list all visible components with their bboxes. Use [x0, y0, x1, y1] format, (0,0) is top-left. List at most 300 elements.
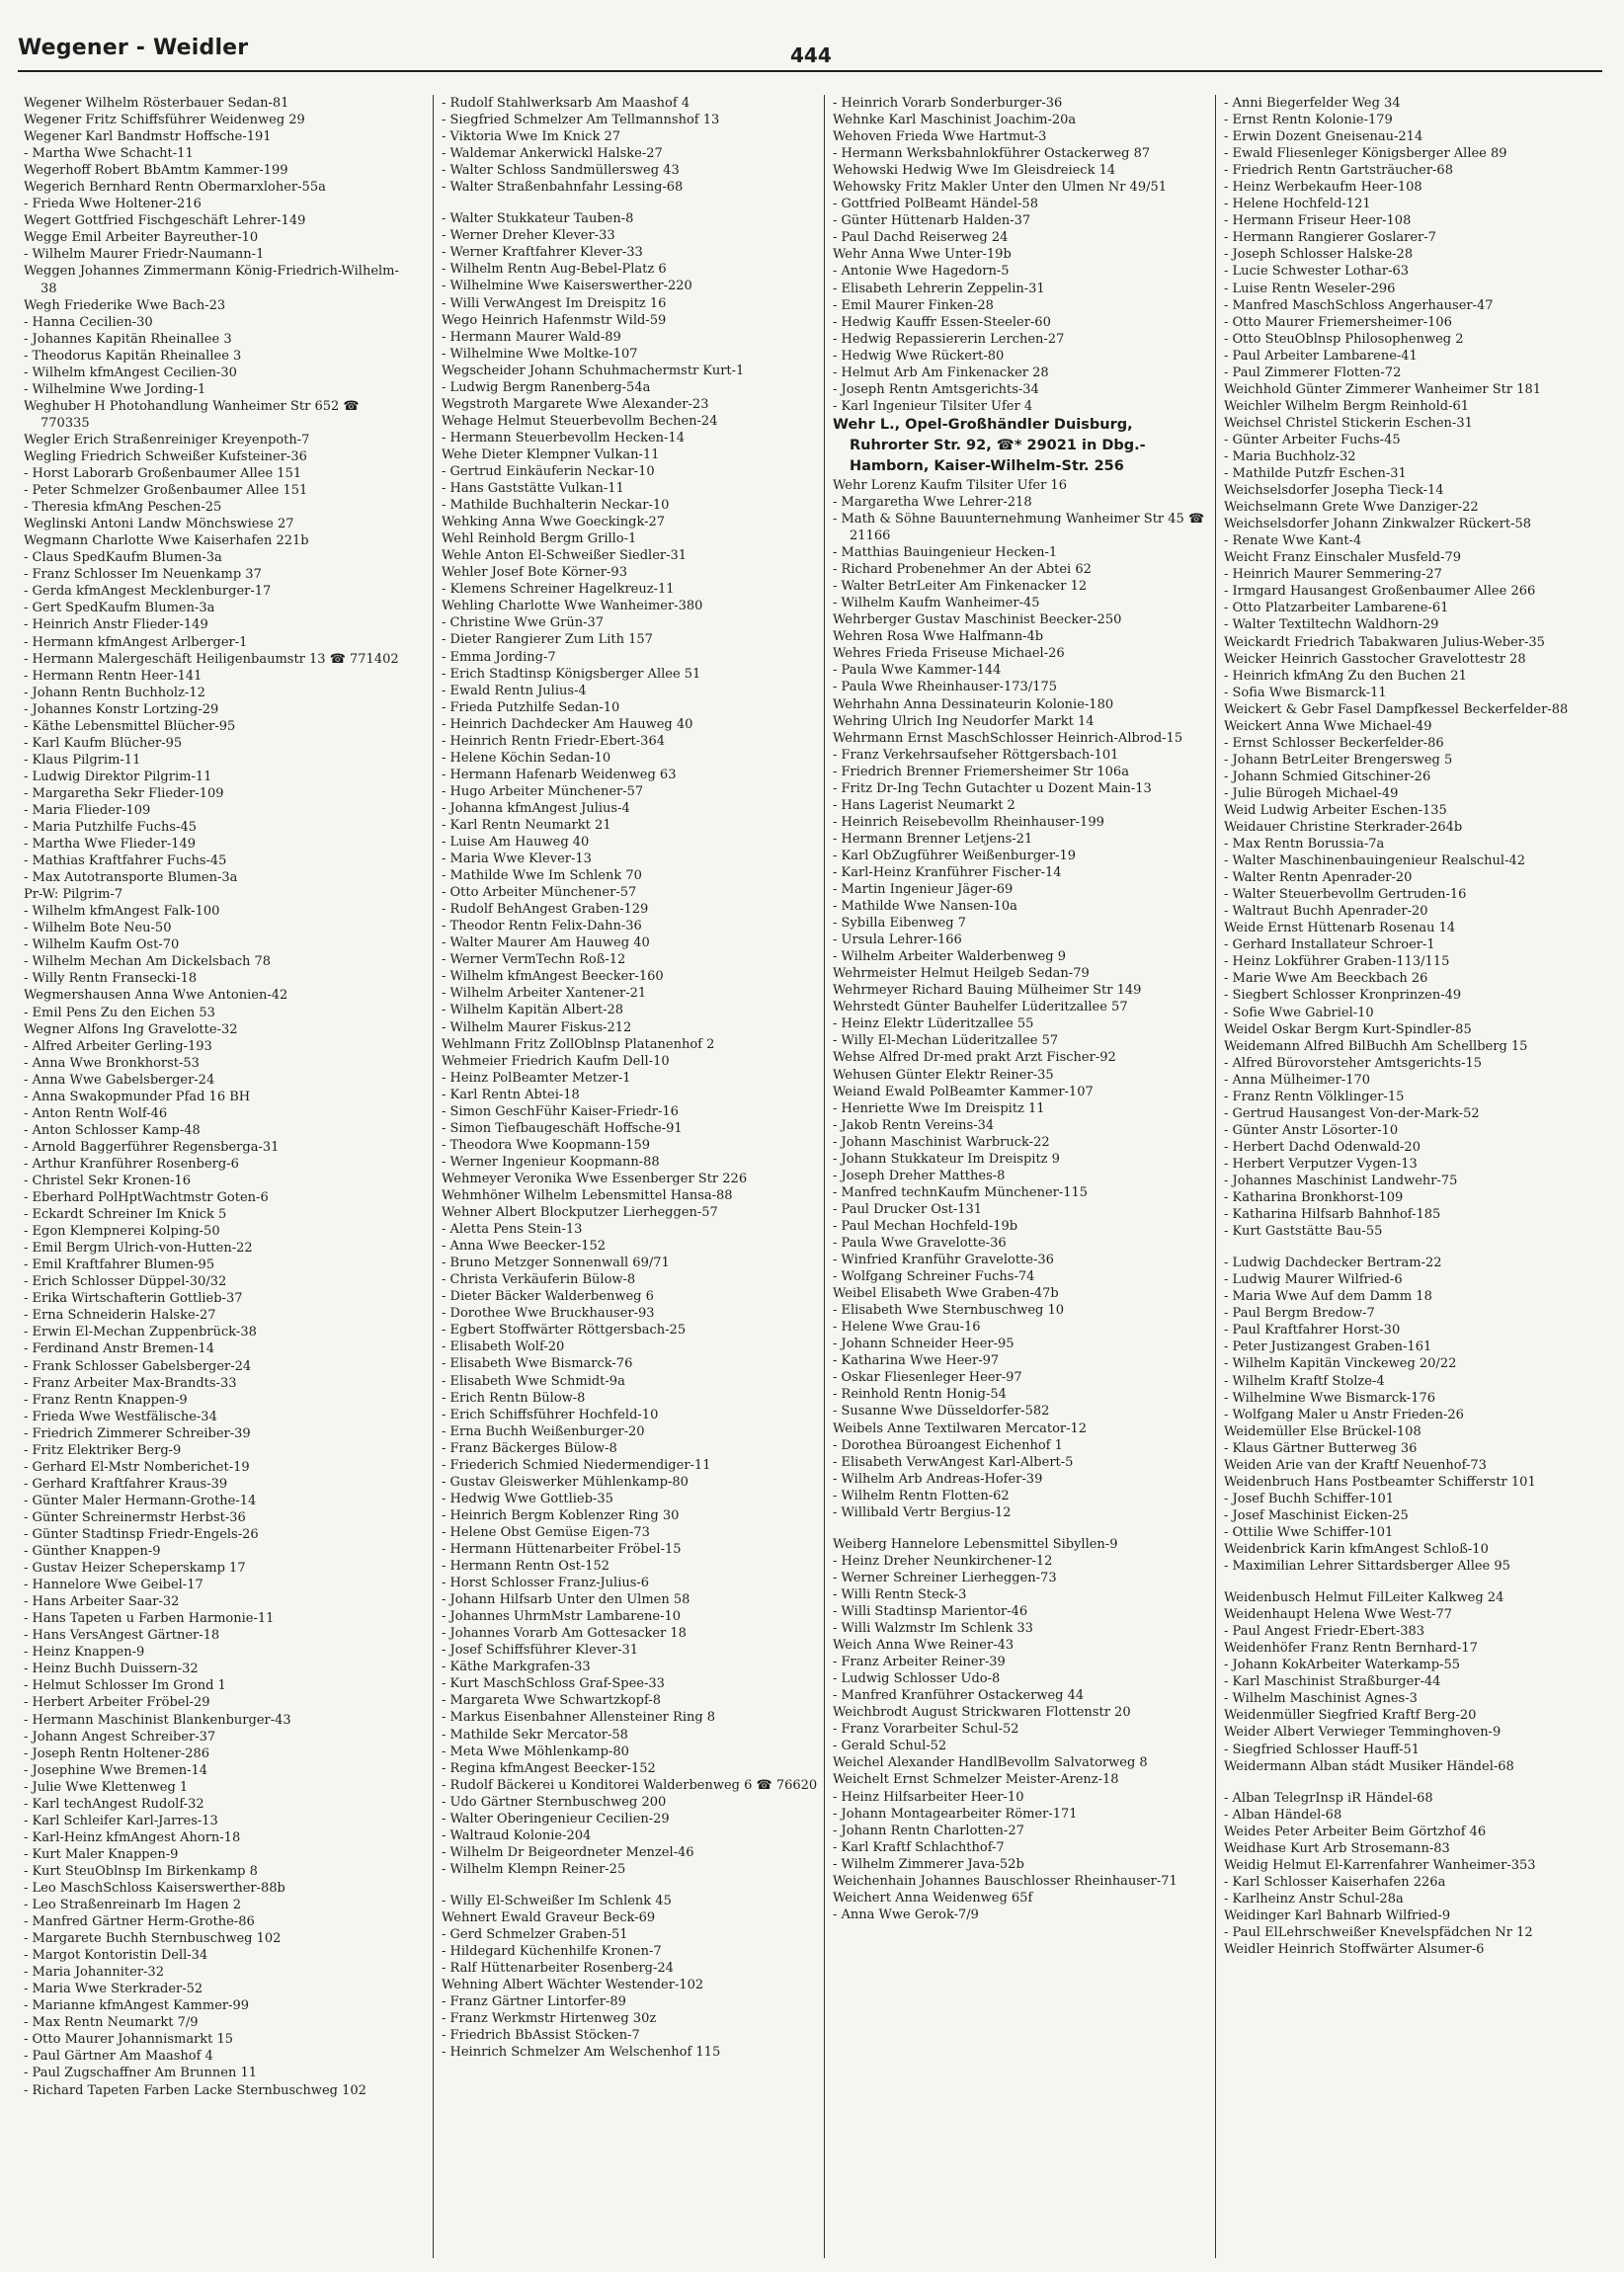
- directory-entry: Wehrstedt Günter Bauhelfer Lüderitzallee 57: [833, 1000, 1128, 1015]
- directory-entry: - Hedwig Wwe Gottlieb-35: [442, 1491, 613, 1506]
- directory-entry: - Hermann Friseur Heer-108: [1224, 213, 1412, 229]
- directory-entry: - Wilhelm Kraftf Stolze-4: [1224, 1373, 1385, 1389]
- directory-entry: - Manfred Gärtner Herm-Grothe-86: [24, 1914, 255, 1930]
- directory-entry: Weichsel Christel Stickerin Eschen-31: [1224, 415, 1473, 431]
- directory-entry: Wehse Alfred Dr-med prakt Arzt Fischer-92: [833, 1050, 1116, 1066]
- directory-entry: - Marie Wwe Am Beeckbach 26: [1224, 971, 1428, 987]
- directory-entry: - Emma Jording-7: [442, 649, 556, 665]
- directory-entry: - Paul Bergm Bredow-7: [1224, 1306, 1375, 1322]
- directory-entry: - Winfried Kranführ Gravelotte-36: [833, 1253, 1054, 1268]
- directory-entry: - Karl Ingenieur Tilsiter Ufer 4: [833, 398, 1033, 414]
- directory-column-2: [433, 95, 825, 2258]
- directory-entry: - Hermann Brenner Letjens-21: [833, 831, 1033, 847]
- directory-entry: - Fritz Elektriker Berg-9: [24, 1442, 182, 1458]
- directory-entry: - Kurt MaschSchloss Graf-Spee-33: [442, 1676, 665, 1692]
- directory-entry: - Jakob Rentn Vereins-34: [833, 1117, 995, 1133]
- directory-entry: - Max Rentn Neumarkt 7/9: [24, 2015, 199, 2031]
- directory-entry: Weidermann Alban stádt Musiker Händel-68: [1224, 1758, 1514, 1774]
- directory-entry: - Hans Tapeten u Farben Harmonie-11: [24, 1611, 275, 1627]
- directory-entry: - Wilhelm Kapitän Vinckeweg 20/22: [1224, 1356, 1457, 1372]
- directory-entry: - Käthe Markgrafen-33: [442, 1660, 591, 1675]
- directory-entry: - Heinz Dreher Neunkirchener-12: [833, 1553, 1053, 1569]
- directory-entry: Weichselsdorfer Josepha Tieck-14: [1224, 483, 1444, 499]
- directory-entry: - Otto Maurer Johannismarkt 15: [24, 2032, 234, 2048]
- directory-entry: - Wilhelm Kaufm Ost-70: [24, 937, 180, 953]
- directory-entry: - Wilhelm Arbeiter Walderbenweg 9: [833, 949, 1066, 965]
- directory-entry: - Ottilie Wwe Schiffer-101: [1224, 1524, 1394, 1540]
- directory-entry: Wegge Emil Arbeiter Bayreuther-10: [24, 230, 259, 246]
- directory-entry: - Karl-Heinz kfmAngest Ahorn-18: [24, 1829, 241, 1845]
- directory-entry: - Rudolf Bäckerei u Konditorei Walderbenweg 6 ☎ 76620: [442, 1777, 818, 1793]
- directory-entry: - Johann Maschinist Warbruck-22: [833, 1134, 1050, 1150]
- directory-entry: - Wilhelm kfmAngest Cecilien-30: [24, 365, 237, 380]
- directory-entry: - Willy El-Schweißer Im Schlenk 45: [442, 1893, 672, 1908]
- directory-entry: - Susanne Wwe Düsseldorfer-582: [833, 1404, 1050, 1420]
- directory-entry: - Rudolf BehAngest Graben-129: [442, 902, 649, 918]
- directory-entry: - Henriette Wwe Im Dreispitz 11: [833, 1100, 1045, 1116]
- directory-entry: - Paula Wwe Kammer-144: [833, 663, 1002, 679]
- directory-entry: - Ludwig Schlosser Udo-8: [833, 1671, 1001, 1687]
- directory-entry: Weidauer Christine Sterkrader-264b: [1224, 820, 1463, 836]
- directory-entry: Weidinger Karl Bahnarb Wilfried-9: [1224, 1907, 1451, 1923]
- directory-entry: - Heinz Lokführer Graben-113/115: [1224, 954, 1450, 970]
- directory-entry: - Karl Maschinist Straßburger-44: [1224, 1674, 1441, 1690]
- directory-entry: - Hermann Rentn Ost-152: [442, 1559, 610, 1575]
- directory-entry: - Elisabeth Wwe Schmidt-9a: [442, 1373, 625, 1389]
- directory-entry: - Franz Arbeiter Reiner-39: [833, 1655, 1006, 1670]
- directory-entry: - Paul Zugschaffner Am Brunnen 11: [24, 2066, 258, 2081]
- directory-entry: - Fritz Dr-Ing Techn Gutachter u Dozent Main-13: [833, 780, 1152, 796]
- directory-entry: - Simon GeschFühr Kaiser-Friedr-16: [442, 1103, 679, 1119]
- directory-entry: Wehlmann Fritz ZollOblnsp Platanenhof 2: [442, 1036, 715, 1052]
- directory-entry: Wehe Dieter Klempner Vulkan-11: [442, 446, 660, 462]
- directory-entry: - Reinhold Rentn Honig-54: [833, 1387, 1007, 1403]
- directory-entry: - Klaus Gärtner Butterweg 36: [1224, 1440, 1418, 1456]
- directory-entry: - Helene Köchin Sedan-10: [442, 750, 611, 766]
- directory-entry: - Theodora Wwe Koopmann-159: [442, 1137, 651, 1153]
- directory-entry: Wegscheider Johann Schuhmachermstr Kurt-1: [442, 363, 745, 378]
- directory-entry: - Leo Straßenreinarb Im Hagen 2: [24, 1898, 241, 1913]
- directory-entry: - Maria Johanniter-32: [24, 1965, 164, 1981]
- directory-entry: - Karl Kraftf Schlachthof-7: [833, 1839, 1005, 1855]
- directory-entry: - Paul Arbeiter Lambarene-41: [1224, 348, 1418, 364]
- directory-entry: - Werner VermTechn Roß-12: [442, 952, 626, 968]
- directory-entry: - Elisabeth Lehrerin Zeppelin-31: [833, 281, 1045, 296]
- directory-entry: - Richard Probenehmer An der Abtei 62: [833, 562, 1092, 578]
- directory-entry: - Emil Bergm Ulrich-von-Hutten-22: [24, 1241, 253, 1257]
- directory-entry: - Gerald Schul-52: [833, 1739, 947, 1754]
- directory-entry: - Gustav Gleiswerker Mühlenkamp-80: [442, 1474, 689, 1490]
- directory-entry: - Wilhelm Maurer Friedr-Naumann-1: [24, 247, 265, 263]
- directory-entry: - Julie Bürogeh Michael-49: [1224, 785, 1399, 801]
- directory-entry: - Paul Kraftfahrer Horst-30: [1224, 1323, 1401, 1339]
- directory-entry: Wegerich Bernhard Rentn Obermarxloher-55a: [24, 180, 326, 196]
- directory-entry: Wehnke Karl Maschinist Joachim-20a: [833, 113, 1077, 128]
- directory-entry: - Hermann Hafenarb Weidenweg 63: [442, 767, 677, 782]
- directory-entry: - Wolfgang Maler u Anstr Frieden-26: [1224, 1407, 1464, 1422]
- directory-entry: - Wilhelm Mechan Am Dickelsbach 78: [24, 954, 272, 970]
- directory-entry: - Maria Putzhilfe Fuchs-45: [24, 820, 198, 836]
- directory-entry: - Günter Stadtinsp Friedr-Engels-26: [24, 1526, 259, 1542]
- directory-entry: - Ralf Hüttenarbeiter Rosenberg-24: [442, 1961, 674, 1977]
- directory-entry: - Elisabeth Wwe Bismarck-76: [442, 1356, 633, 1372]
- directory-entry: - Wilhelm kfmAngest Beecker-160: [442, 969, 664, 985]
- directory-entry: - Willibald Vertr Bergius-12: [833, 1504, 1012, 1520]
- directory-entry: - Willi Stadtinsp Marientor-46: [833, 1603, 1028, 1619]
- directory-entry: - Friedrich Brenner Friemersheimer Str 106a: [833, 764, 1129, 779]
- page-number: 444: [790, 43, 832, 67]
- directory-entry: - Günter Anstr Lösorter-10: [1224, 1122, 1399, 1138]
- directory-entry: - Mathilde Putzfr Eschen-31: [1224, 466, 1407, 482]
- directory-entry: - Johann Schmied Gitschiner-26: [1224, 769, 1431, 784]
- directory-entry: - Anna Wwe Gabelsberger-24: [24, 1072, 215, 1088]
- directory-entry: - Theodor Rentn Felix-Dahn-36: [442, 919, 642, 934]
- directory-entry: - Anna Mülheimer-170: [1224, 1072, 1371, 1088]
- directory-entry: - Käthe Lebensmittel Blücher-95: [24, 718, 236, 734]
- directory-entry: - Elisabeth VerwAngest Karl-Albert-5: [833, 1454, 1074, 1470]
- directory-entry: - Franz Bäckerges Bülow-8: [442, 1440, 617, 1456]
- directory-entry: Wegner Alfons Ing Gravelotte-32: [24, 1021, 238, 1037]
- directory-entry: - Julie Wwe Klettenweg 1: [24, 1779, 189, 1795]
- directory-entry: - Ernst Rentn Kolonie-179: [1224, 113, 1393, 128]
- directory-entry: Wegler Erich Straßenreiniger Kreyenpoth-7: [24, 432, 310, 447]
- directory-entry: - Gerhard Kraftfahrer Kraus-39: [24, 1476, 228, 1492]
- directory-entry: - Karl Rentn Abtei-18: [442, 1087, 580, 1102]
- directory-entry: - Gerda kfmAngest Mecklenburger-17: [24, 584, 272, 600]
- page-header: [0, 0, 1624, 71]
- directory-entry: - Hans Arbeiter Saar-32: [24, 1594, 180, 1610]
- directory-entry: - Hermann Rangierer Goslarer-7: [1224, 230, 1436, 246]
- directory-entry: - Hildegard Küchenhilfe Kronen-7: [442, 1944, 662, 1960]
- directory-entry: - Johanna kfmAngest Julius-4: [442, 800, 630, 816]
- directory-entry: Wehmeyer Veronika Wwe Essenberger Str 226: [442, 1171, 748, 1186]
- directory-entry: - Joseph Rentn Amtsgerichts-34: [833, 381, 1039, 397]
- directory-entry: - Ferdinand Anstr Bremen-14: [24, 1341, 214, 1357]
- directory-entry: - Theresia kfmAng Peschen-25: [24, 500, 222, 516]
- directory-entry: - Renate Wwe Kant-4: [1224, 533, 1362, 549]
- directory-entry: - Martha Wwe Flieder-149: [24, 837, 197, 852]
- directory-entry: - Elisabeth Wwe Sternbuschweg 10: [833, 1303, 1065, 1319]
- directory-entry: - Franz Gärtner Lintorfer-89: [442, 1994, 626, 2010]
- directory-entry: - Gertrud Einkäuferin Neckar-10: [442, 463, 655, 479]
- directory-entry: - Heinrich kfmAng Zu den Buchen 21: [1224, 668, 1467, 684]
- directory-entry: - Wilhelm Arbeiter Xantener-21: [442, 986, 647, 1002]
- directory-entry: Wehnert Ewald Graveur Beck-69: [442, 1909, 656, 1925]
- directory-entry: - Manfred MaschSchloss Angerhauser-47: [1224, 297, 1494, 313]
- directory-entry: - Anton Rentn Wolf-46: [24, 1105, 168, 1121]
- directory-entry: - Rudolf Stahlwerksarb Am Maashof 4: [442, 96, 690, 111]
- directory-entry: - Hermann Maurer Wald-89: [442, 329, 621, 345]
- directory-entry: Weickert & Gebr Fasel Dampfkessel Beckerfelder-88: [1224, 701, 1569, 717]
- directory-entry: - Willy Rentn Fransecki-18: [24, 971, 198, 987]
- directory-entry: - Klemens Schreiner Hagelkreuz-11: [442, 582, 675, 598]
- directory-entry: - Hermann kfmAngest Arlberger-1: [24, 634, 248, 650]
- directory-entry: Weidenhöfer Franz Rentn Bernhard-17: [1224, 1641, 1478, 1657]
- directory-entry: - Maximilian Lehrer Sittardsberger Allee 95: [1224, 1559, 1510, 1575]
- directory-entry: - Frieda Wwe Holtener-216: [24, 197, 202, 212]
- directory-entry: Weghuber H Photohandlung Wanheimer Str 652 ☎ 770335: [24, 398, 360, 431]
- directory-entry: Weich Anna Wwe Reiner-43: [833, 1638, 1015, 1654]
- directory-entry: - Margot Kontoristin Dell-34: [24, 1948, 208, 1964]
- directory-entry: - Emil Maurer Finken-28: [833, 297, 994, 313]
- directory-entry: - Walter Straßenbahnfahr Lessing-68: [442, 180, 684, 196]
- directory-entry: - Egbert Stoffwärter Röttgersbach-25: [442, 1323, 687, 1339]
- directory-entry: - Heinz Elektr Lüderitzallee 55: [833, 1016, 1034, 1032]
- directory-entry: Wehoven Frieda Wwe Hartmut-3: [833, 129, 1047, 145]
- directory-entry: - Wilhelm Klempn Reiner-25: [442, 1861, 626, 1877]
- directory-entry: - Bruno Metzger Sonnenwall 69/71: [442, 1256, 670, 1271]
- directory-entry: - Max Rentn Borussia-7a: [1224, 837, 1385, 852]
- directory-entry: - Paul Gärtner Am Maashof 4: [24, 2049, 213, 2065]
- directory-column-1: [24, 95, 407, 2258]
- directory-entry: - Luise Rentn Weseler-296: [1224, 281, 1396, 296]
- directory-entry: - Regina kfmAngest Beecker-152: [442, 1760, 656, 1776]
- directory-entry: - Günter Hüttenarb Halden-37: [833, 213, 1031, 229]
- directory-entry: - Anna Swakopmunder Pfad 16 BH: [24, 1089, 251, 1104]
- directory-entry: - Mathias Kraftfahrer Fuchs-45: [24, 853, 227, 869]
- directory-entry: - Heinz Hilfsarbeiter Heer-10: [833, 1789, 1024, 1805]
- directory-entry: Weickert Anna Wwe Michael-49: [1224, 718, 1432, 734]
- directory-entry: - Waltraud Kolonie-204: [442, 1827, 592, 1843]
- advertisement-entry: Wehr L., Opel-Großhändler Duisburg, Ruhrorter Str. 92, ☎* 29021 in Dbg.-Hamborn, Kaiser-Wilhelm-Str. 256: [833, 416, 1146, 474]
- directory-entry: - Anna Wwe Gerok-7/9: [833, 1907, 979, 1922]
- directory-entry: - Aletta Pens Stein-13: [442, 1222, 583, 1238]
- directory-entry: - Josef Buchh Schiffer-101: [1224, 1491, 1395, 1506]
- directory-entry: - Sybilla Eibenweg 7: [833, 916, 967, 932]
- directory-entry: - Christine Wwe Grün-37: [442, 615, 605, 631]
- directory-entry: Wegener Karl Bandmstr Hoffsche-191: [24, 129, 272, 145]
- directory-entry: - Alban Händel-68: [1224, 1807, 1342, 1823]
- directory-entry: - Willi Rentn Steck-3: [833, 1586, 967, 1602]
- directory-entry: - Günter Maler Hermann-Grothe-14: [24, 1493, 257, 1508]
- directory-entry: - Erna Schneiderin Halske-27: [24, 1308, 216, 1324]
- header-rule: [18, 70, 1602, 72]
- directory-entry: - Udo Gärtner Sternbuschweg 200: [442, 1794, 667, 1810]
- directory-entry: - Wolfgang Schreiner Fuchs-74: [833, 1269, 1035, 1285]
- directory-entry: - Franz Werkmstr Hirtenweg 30z: [442, 2011, 657, 2027]
- directory-entry: Weichert Anna Weidenweg 65f: [833, 1890, 1033, 1906]
- directory-entry: Wehler Josef Bote Körner-93: [442, 565, 627, 581]
- directory-entry: Weidenbruch Hans Postbeamter Schifferstr 101: [1224, 1474, 1536, 1490]
- directory-entry: - Kurt Maler Knappen-9: [24, 1846, 179, 1862]
- directory-entry: - Walter BetrLeiter Am Finkenacker 12: [833, 579, 1088, 595]
- directory-entry: - Karl ObZugführer Weißenburger-19: [833, 848, 1076, 863]
- directory-entry: Wegener Wilhelm Rösterbauer Sedan-81: [24, 96, 289, 111]
- directory-entry: - Erika Wirtschafterin Gottlieb-37: [24, 1291, 243, 1307]
- directory-entry: - Friederich Schmied Niedermendiger-11: [442, 1457, 711, 1473]
- directory-entry: - Friedrich Zimmerer Schreiber-39: [24, 1425, 251, 1441]
- directory-entry: - Katharina Hilfsarb Bahnhof-185: [1224, 1207, 1441, 1223]
- directory-columns: [24, 95, 1604, 2258]
- directory-entry: - Günther Knappen-9: [24, 1544, 161, 1560]
- directory-entry: - Friedrich Rentn Gartsträucher-68: [1224, 163, 1453, 179]
- directory-entry: - Joseph Dreher Matthes-8: [833, 1168, 1006, 1183]
- directory-entry: - Oskar Fliesenleger Heer-97: [833, 1370, 1022, 1386]
- directory-entry: Weiden Arie van der Kraftf Neuenhof-73: [1224, 1457, 1487, 1473]
- directory-entry: - Wilhelm Kapitän Albert-28: [442, 1003, 624, 1018]
- directory-entry: - Waltraut Buchh Apenrader-20: [1224, 904, 1428, 920]
- directory-entry: - Eberhard PolHptWachtmstr Goten-6: [24, 1190, 269, 1206]
- directory-entry: Weichelt Ernst Schmelzer Meister-Arenz-18: [833, 1772, 1119, 1788]
- directory-entry: - Math & Söhne Bauunternehmung Wanheimer Str 45 ☎ 21166: [833, 511, 1205, 544]
- directory-entry: - Hedwig Repassiererin Lerchen-27: [833, 331, 1065, 347]
- directory-entry: - Franz Schlosser Im Neuenkamp 37: [24, 567, 262, 583]
- directory-entry: - Hanna Cecilien-30: [24, 314, 153, 330]
- directory-entry: - Otto Arbeiter Münchener-57: [442, 885, 637, 901]
- directory-entry: - Johann Schneider Heer-95: [833, 1337, 1015, 1352]
- directory-entry: - Friedrich BbAssist Stöcken-7: [442, 2028, 640, 2044]
- directory-entry: Wegmershausen Anna Wwe Antonien-42: [24, 988, 288, 1004]
- directory-entry: - Wilhelm Kaufm Wanheimer-45: [833, 596, 1040, 611]
- directory-entry: - Anton Schlosser Kamp-48: [24, 1122, 201, 1138]
- directory-entry: - Johann KokArbeiter Waterkamp-55: [1224, 1658, 1460, 1673]
- directory-entry: Weggen Johannes Zimmermann König-Friedrich-Wilhelm-38: [24, 264, 399, 296]
- directory-entry: - Johann Stukkateur Im Dreispitz 9: [833, 1151, 1060, 1167]
- directory-entry: Weidemann Alfred BilBuchh Am Schellberg 15: [1224, 1038, 1528, 1054]
- directory-entry: - Dorothee Wwe Bruckhauser-93: [442, 1306, 655, 1322]
- directory-entry: - Heinrich Anstr Flieder-149: [24, 617, 208, 633]
- directory-entry: Wegling Friedrich Schweißer Kufsteiner-36: [24, 448, 307, 464]
- directory-entry: Wehning Albert Wächter Westender-102: [442, 1978, 704, 1993]
- directory-entry: - Sofie Wwe Gabriel-10: [1224, 1005, 1374, 1020]
- directory-entry: - Peter Justizangest Graben-161: [1224, 1339, 1432, 1355]
- directory-entry: Wehrmeister Helmut Heilgeb Sedan-79: [833, 966, 1090, 982]
- directory-entry: - Mathilde Wwe Nansen-10a: [833, 899, 1017, 915]
- directory-entry: - Maria Buchholz-32: [1224, 448, 1356, 464]
- directory-entry: - Franz Arbeiter Max-Brandts-33: [24, 1375, 237, 1391]
- directory-entry: Weglinski Antoni Landw Mönchswiese 27: [24, 517, 294, 532]
- directory-entry: Wehmhöner Wilhelm Lebensmittel Hansa-88: [442, 1188, 733, 1203]
- directory-entry: - Maria Flieder-109: [24, 802, 151, 818]
- directory-entry: - Martin Ingenieur Jäger-69: [833, 882, 1014, 898]
- directory-entry: Weichhold Günter Zimmerer Wanheimer Str 181: [1224, 381, 1542, 397]
- directory-entry: - Franz Rentn Völklinger-15: [1224, 1089, 1405, 1104]
- directory-entry: - Christel Sekr Kronen-16: [24, 1174, 192, 1188]
- directory-entry: - Walter Steuerbevollm Gertruden-16: [1224, 887, 1467, 903]
- directory-entry: - Willy El-Mechan Lüderitzallee 57: [833, 1033, 1059, 1049]
- directory-entry: - Siegfried Schlosser Hauff-51: [1224, 1742, 1421, 1757]
- directory-entry: - Paul Zimmerer Flotten-72: [1224, 365, 1402, 380]
- directory-entry: - Helene Wwe Grau-16: [833, 1320, 981, 1336]
- directory-entry: - Paul Mechan Hochfeld-19b: [833, 1218, 1018, 1234]
- directory-entry: - Walter Stukkateur Tauben-8: [442, 211, 634, 227]
- directory-entry: Weibel Elisabeth Wwe Graben-47b: [833, 1286, 1059, 1302]
- directory-entry: - Arthur Kranführer Rosenberg-6: [24, 1156, 239, 1172]
- directory-entry: - Otto Maurer Friemersheimer-106: [1224, 314, 1452, 330]
- directory-entry: - Hedwig Kauffr Essen-Steeler-60: [833, 314, 1051, 330]
- directory-entry: - Johannes Maschinist Landwehr-75: [1224, 1174, 1458, 1188]
- directory-entry: - Franz Rentn Knappen-9: [24, 1392, 188, 1408]
- directory-entry: - Wilhelm Bote Neu-50: [24, 921, 172, 936]
- directory-entry: - Alban TelegrInsp iR Händel-68: [1224, 1790, 1433, 1806]
- directory-entry: Pr-W: Pilgrim-7: [24, 887, 123, 903]
- directory-entry: - Herbert Dachd Odenwald-20: [1224, 1139, 1421, 1155]
- directory-entry: - Katharina Bronkhorst-109: [1224, 1190, 1404, 1206]
- directory-entry: - Walter Maurer Am Hauweg 40: [442, 935, 650, 951]
- directory-entry: - Heinz PolBeamter Metzer-1: [442, 1070, 631, 1086]
- directory-entry: - Ludwig Bergm Ranenberg-54a: [442, 379, 651, 395]
- directory-entry: - Kurt Gaststätte Bau-55: [1224, 1224, 1383, 1240]
- directory-entry: - Walter Textiltechn Waldhorn-29: [1224, 617, 1439, 633]
- directory-entry: - Erich Schiffsführer Hochfeld-10: [442, 1407, 659, 1422]
- directory-entry: Weidel Oskar Bergm Kurt-Spindler-85: [1224, 1021, 1472, 1037]
- directory-entry: - Karl Kaufm Blücher-95: [24, 735, 183, 751]
- directory-entry: - Frank Schlosser Gabelsberger-24: [24, 1358, 252, 1374]
- directory-entry: - Hermann Werksbahnlokführer Ostackerweg 87: [833, 146, 1151, 162]
- directory-entry: Weider Albert Verwieger Temminghoven-9: [1224, 1725, 1502, 1741]
- directory-entry: - Theodorus Kapitän Rheinallee 3: [24, 348, 242, 364]
- directory-entry: Weicker Heinrich Gasstocher Gravelottestr 28: [1224, 651, 1526, 667]
- directory-entry: Weid Ludwig Arbeiter Eschen-135: [1224, 802, 1447, 818]
- directory-entry: - Paul Drucker Ost-131: [833, 1201, 983, 1217]
- directory-entry: - Otto SteuOblnsp Philosophenweg 2: [1224, 331, 1464, 347]
- directory-entry: - Walter Oberingenieur Cecilien-29: [442, 1811, 670, 1826]
- directory-entry: - Dorothea Büroangest Eichenhof 1: [833, 1437, 1063, 1453]
- directory-entry: - Simon Tiefbaugeschäft Hoffsche-91: [442, 1120, 683, 1136]
- directory-entry: Weichler Wilhelm Bergm Reinhold-61: [1224, 398, 1470, 414]
- directory-entry: - Mathilde Wwe Im Schlenk 70: [442, 868, 642, 884]
- directory-entry: Wehrhahn Anna Dessinateurin Kolonie-180: [833, 696, 1114, 712]
- directory-entry: - Antonie Wwe Hagedorn-5: [833, 264, 1010, 280]
- directory-entry: Weibels Anne Textilwaren Mercator-12: [833, 1420, 1088, 1436]
- directory-entry: Weichselsdorfer Johann Zinkwalzer Rückert-58: [1224, 517, 1532, 532]
- directory-entry: - Heinz Buchh Duissern-32: [24, 1662, 199, 1677]
- directory-entry: - Wilhelmine Wwe Bismarck-176: [1224, 1390, 1436, 1406]
- directory-entry: - Luise Am Hauweg 40: [442, 835, 590, 851]
- directory-entry: - Johannes UhrmMstr Lambarene-10: [442, 1609, 682, 1625]
- directory-entry: - Irmgard Hausangest Großenbaumer Allee 266: [1224, 584, 1536, 600]
- directory-entry: - Maria Wwe Auf dem Damm 18: [1224, 1289, 1432, 1305]
- directory-entry: - Joseph Rentn Holtener-286: [24, 1745, 210, 1761]
- directory-entry: - Margaretha Sekr Flieder-109: [24, 785, 224, 801]
- directory-entry: - Franz Vorarbeiter Schul-52: [833, 1722, 1019, 1738]
- directory-entry: Weiberg Hannelore Lebensmittel Sibyllen-9: [833, 1536, 1118, 1552]
- directory-entry: - Margareta Wwe Schwartzkopf-8: [442, 1693, 661, 1709]
- directory-entry: - Paul ElLehrschweißer Knevelspfädchen Nr 12: [1224, 1924, 1533, 1940]
- directory-entry: - Werner Dreher Klever-33: [442, 228, 615, 244]
- directory-entry: - Günter Schreinermstr Herbst-36: [24, 1509, 246, 1525]
- directory-entry: - Gottfried PolBeamt Händel-58: [833, 197, 1038, 212]
- directory-entry: - Erwin Dozent Gneisenau-214: [1224, 129, 1423, 145]
- directory-entry: - Paula Wwe Gravelotte-36: [833, 1236, 1007, 1251]
- directory-entry: Wehle Anton El-Schweißer Siedler-31: [442, 548, 688, 564]
- directory-entry: Weidemüller Else Brückel-108: [1224, 1423, 1421, 1439]
- directory-entry: Wehowsky Fritz Makler Unter den Ulmen Nr 49/51: [833, 180, 1168, 196]
- directory-entry: - Gerhard El-Mstr Nomberichet-19: [24, 1459, 250, 1475]
- directory-entry: - Johann Rentn Buchholz-12: [24, 685, 205, 700]
- directory-entry: - Emil Pens Zu den Eichen 53: [24, 1005, 215, 1020]
- directory-entry: - Frieda Putzhilfe Sedan-10: [442, 699, 620, 715]
- directory-entry: - Gertrud Hausangest Von-der-Mark-52: [1224, 1105, 1480, 1121]
- directory-entry: - Heinrich Bergm Koblenzer Ring 30: [442, 1507, 680, 1523]
- directory-entry: - Johannes Konstr Lortzing-29: [24, 701, 219, 717]
- directory-entry: - Wilhelm Maurer Fiskus-212: [442, 1019, 632, 1035]
- directory-entry: - Helmut Arb Am Finkenacker 28: [833, 365, 1049, 380]
- directory-entry: - Karl Schleifer Karl-Jarres-13: [24, 1813, 218, 1828]
- directory-entry: - Günter Arbeiter Fuchs-45: [1224, 432, 1401, 447]
- directory-entry: - Werner Kraftfahrer Klever-33: [442, 245, 643, 261]
- directory-entry: - Wilhelm kfmAngest Falk-100: [24, 904, 220, 920]
- directory-entry: - Karl Schlosser Kaiserhafen 226a: [1224, 1874, 1446, 1890]
- directory-entry: Wegert Gottfried Fischgeschäft Lehrer-149: [24, 213, 306, 229]
- directory-entry: - Eckardt Schreiner Im Knick 5: [24, 1207, 227, 1223]
- directory-entry: - Hermann Malergeschäft Heiligenbaumstr 13 ☎ 771402: [24, 651, 399, 667]
- directory-entry: Wehling Charlotte Wwe Wanheimer-380: [442, 599, 703, 614]
- directory-entry: - Hans VersAngest Gärtner-18: [24, 1628, 220, 1644]
- directory-entry: Weiand Ewald PolBeamter Kammer-107: [833, 1084, 1094, 1099]
- directory-entry: - Richard Tapeten Farben Lacke Sternbuschweg 102: [24, 2082, 366, 2098]
- directory-entry: - Matthias Bauingenieur Hecken-1: [833, 545, 1058, 561]
